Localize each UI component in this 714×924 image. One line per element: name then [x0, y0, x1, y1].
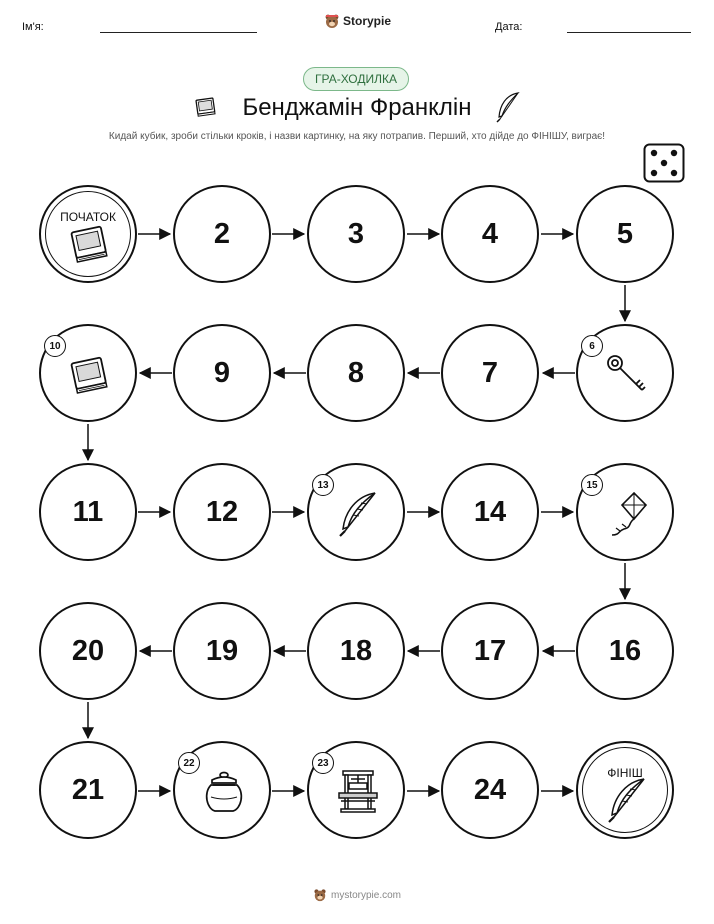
page-title: Бенджамін Франклін: [242, 94, 472, 121]
board-space[interactable]: [307, 602, 405, 700]
space-number: 18: [339, 634, 373, 667]
board-space[interactable]: [173, 185, 271, 283]
space-number: 8: [347, 356, 365, 389]
board-space[interactable]: [173, 324, 271, 422]
board-space[interactable]: [307, 185, 405, 283]
board-space[interactable]: [39, 602, 137, 700]
board-space[interactable]: [441, 741, 539, 839]
printing-press-icon: [333, 767, 383, 822]
space-number: 9: [213, 356, 231, 389]
finish-space[interactable]: [576, 741, 674, 839]
book-icon: [65, 219, 115, 274]
quill-icon: [333, 489, 383, 544]
board-space[interactable]: [307, 324, 405, 422]
board-space[interactable]: [441, 324, 539, 422]
space-number: 14: [473, 495, 507, 528]
book-icon: [65, 350, 115, 405]
finish-label: ФІНІШ: [607, 766, 643, 780]
board-space[interactable]: [576, 324, 674, 422]
start-space[interactable]: [39, 185, 137, 283]
brand-name: Storypie: [343, 14, 392, 28]
board-space[interactable]: [307, 741, 405, 839]
game-type-badge: ГРА-ХОДИЛКА: [303, 67, 409, 91]
jar-icon: [199, 767, 249, 822]
space-number: 24: [473, 773, 507, 806]
space-number-badge: 6: [581, 335, 603, 357]
space-number: 19: [205, 634, 239, 667]
space-number-badge: 23: [312, 752, 334, 774]
board-space[interactable]: [173, 463, 271, 561]
instructions: Кидай кубик, зроби стільки кроків, і назви картинку, на яку потрапив. Перший, хто дійде до ФІНІШУ, виграє!: [108, 131, 606, 142]
footer: [0, 888, 714, 902]
space-number: 11: [72, 495, 104, 528]
space-number-badge: 10: [44, 335, 66, 357]
board-space[interactable]: [173, 602, 271, 700]
space-number: 17: [473, 634, 507, 667]
bear-logo-icon: [313, 888, 327, 902]
board-space[interactable]: [173, 741, 271, 839]
space-number-badge: 15: [581, 474, 603, 496]
space-number: 3: [347, 217, 365, 250]
board-space[interactable]: [576, 185, 674, 283]
space-number: 5: [616, 217, 634, 250]
key-icon: [602, 350, 652, 405]
board-space[interactable]: [441, 602, 539, 700]
quill-icon: [602, 775, 652, 830]
space-number: 21: [71, 773, 105, 806]
kite-icon: [602, 489, 652, 544]
board-space[interactable]: [307, 463, 405, 561]
start-label: ПОЧАТОК: [60, 210, 116, 224]
name-label: Ім'я:: [22, 21, 44, 33]
space-number: 16: [608, 634, 642, 667]
board-space[interactable]: [441, 185, 539, 283]
board-space[interactable]: [576, 602, 674, 700]
space-number: 2: [213, 217, 231, 250]
footer-url[interactable]: mystorypie.com: [330, 889, 401, 901]
space-number: 12: [205, 495, 239, 528]
board-space[interactable]: [576, 463, 674, 561]
space-number: 4: [481, 217, 499, 250]
board-space[interactable]: [39, 463, 137, 561]
space-number: 20: [71, 634, 105, 667]
date-label: Дата:: [495, 21, 523, 33]
space-number-badge: 13: [312, 474, 334, 496]
space-number-badge: 22: [178, 752, 200, 774]
board-space[interactable]: [441, 463, 539, 561]
board-space[interactable]: [39, 324, 137, 422]
space-number: 7: [481, 356, 499, 389]
board-space[interactable]: [39, 741, 137, 839]
